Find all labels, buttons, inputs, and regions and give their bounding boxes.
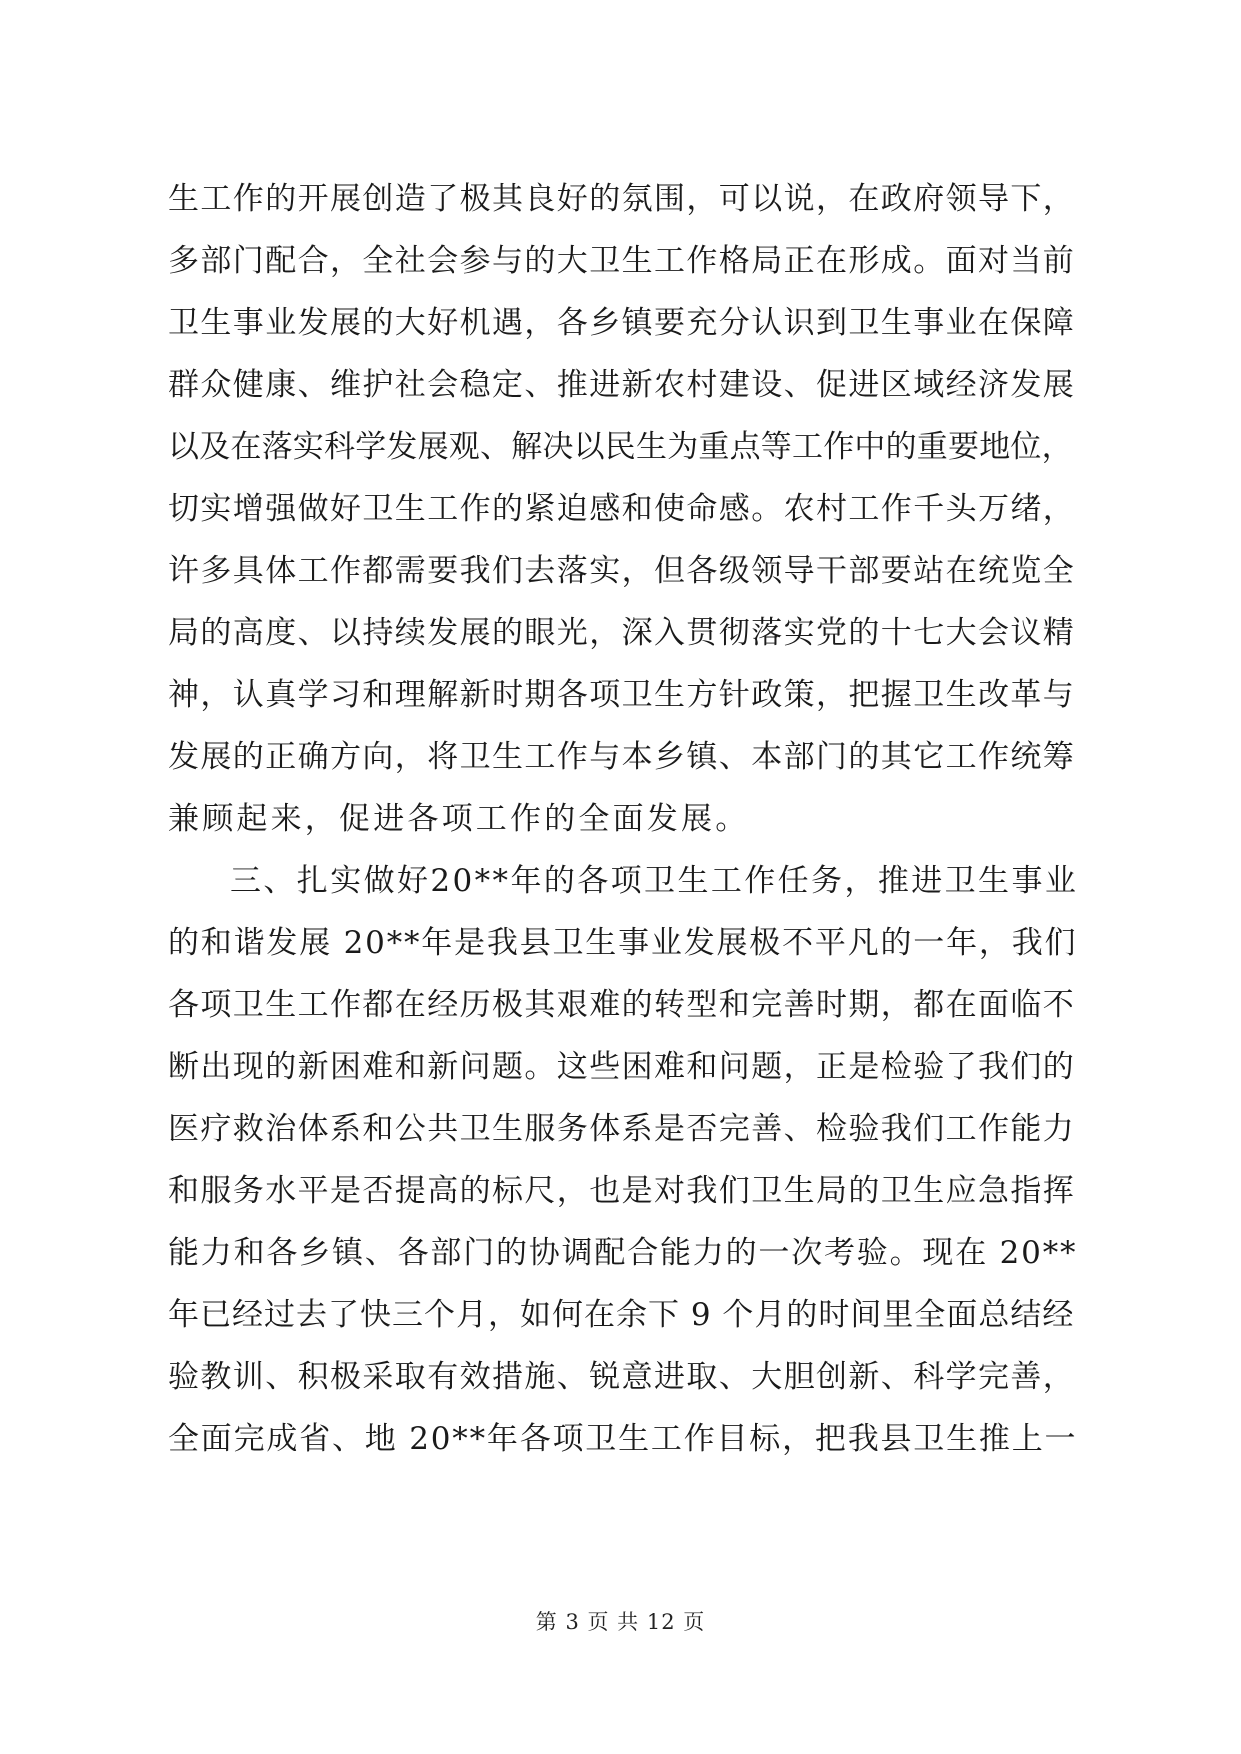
text-line: 兼顾起来，促进各项工作的全面发展。 — [168, 801, 750, 837]
text-line: 卫生事业发展的大好机遇，各乡镇要充分认识到卫生事业在保障 — [168, 305, 1076, 341]
text-line: 以及在落实科学发展观、解决以民生为重点等工作中的重要地位， — [168, 429, 1073, 465]
text-line: 许多具体工作都需要我们去落实，但各级领导干部要站在统览全 — [168, 553, 1076, 589]
text-line: 发展的正确方向，将卫生工作与本乡镇、本部门的其它工作统筹 — [168, 739, 1076, 775]
text-line: 断出现的新困难和新问题。这些困难和问题，正是检验了我们的 — [168, 1049, 1076, 1085]
document-body — [168, 168, 1078, 1470]
section-heading-line: 三、扎实做好20**年的各项卫生工作任务，推进卫生事业 — [230, 863, 1079, 899]
text-line: 全面完成省、地 20**年各项卫生工作目标，把我县卫生推上一 — [168, 1421, 1078, 1457]
page-number-footer: 第 3 页 共 12 页 — [535, 1610, 706, 1634]
text-line: 的和谐发展 20**年是我县卫生事业发展极不平凡的一年，我们 — [168, 925, 1078, 961]
text-line: 局的高度、以持续发展的眼光，深入贯彻落实党的十七大会议精 — [168, 615, 1076, 651]
text-line: 群众健康、维护社会稳定、推进新农村建设、促进区域经济发展 — [168, 367, 1076, 403]
text-line: 生工作的开展创造了极其良好的氛围，可以说，在政府领导下， — [168, 181, 1076, 217]
text-line: 能力和各乡镇、各部门的协调配合能力的一次考验。现在 20** — [168, 1235, 1078, 1271]
text-line: 年已经过去了快三个月，如何在余下 9 个月的时间里全面总结经 — [168, 1297, 1075, 1333]
text-line: 多部门配合，全社会参与的大卫生工作格局正在形成。面对当前 — [168, 243, 1076, 279]
text-line: 各项卫生工作都在经历极其艰难的转型和完善时期，都在面临不 — [168, 987, 1076, 1023]
text-line: 和服务水平是否提高的标尺，也是对我们卫生局的卫生应急指挥 — [168, 1173, 1076, 1209]
text-line: 医疗救治体系和公共卫生服务体系是否完善、检验我们工作能力 — [168, 1111, 1076, 1147]
text-line: 切实增强做好卫生工作的紧迫感和使命感。农村工作千头万绪， — [168, 491, 1076, 527]
text-line: 验教训、积极采取有效措施、锐意进取、大胆创新、科学完善， — [168, 1359, 1076, 1395]
text-line: 神，认真学习和理解新时期各项卫生方针政策，把握卫生改革与 — [168, 677, 1076, 713]
